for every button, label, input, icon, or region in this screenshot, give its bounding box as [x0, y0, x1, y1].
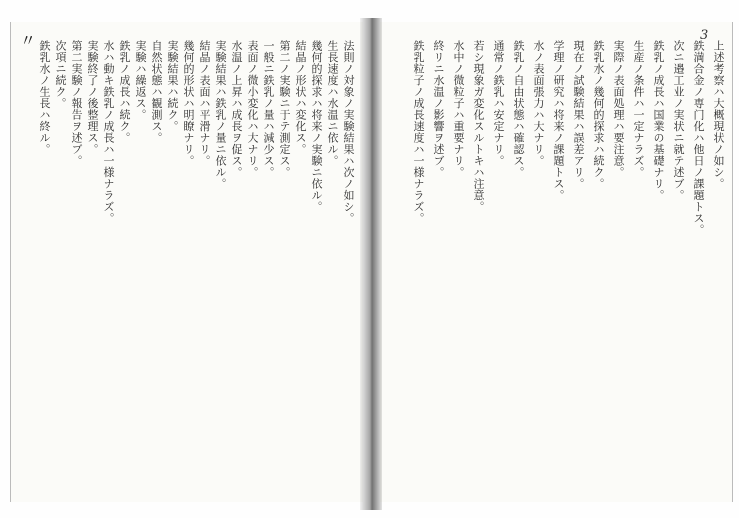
right-column-8: 現在ノ試験結果ハ誤差アリ。: [572, 40, 585, 190]
right-column-16: 鉄乳粒子ノ成長速度ハ一様ナラズ。: [412, 40, 425, 224]
left-column-16: 水ハ動キ鉄乳ノ成長ハ一様ナラズ。: [102, 40, 115, 224]
page-number: 3: [700, 28, 709, 43]
left-column-20: 鉄乳水ノ生長ハ終ル。: [38, 40, 51, 155]
right-column-13: 若シ現象ガ変化スルトキハ注意。: [472, 40, 485, 213]
left-column-19: 次項ニ続ク。: [54, 40, 67, 109]
left-column-14: 実験ハ繰返ス。: [134, 40, 147, 121]
right-column-15: 終リニ水温ノ影響ヲ述ブ。: [432, 40, 445, 178]
right-column-6: 実際ノ表面処理ハ要注意。: [612, 40, 625, 178]
right-column-4: 鉄乳ノ成長ハ国業の基礎ナリ。: [652, 40, 665, 201]
left-column-15: 鉄乳ノ成長ハ続ク。: [118, 40, 131, 144]
left-column-13: 自然状態ハ観測ス。: [150, 40, 163, 144]
right-column-14: 水中ノ微粒子ハ重要ナリ。: [452, 40, 465, 178]
right-column-1: 上述考察ハ大概現状ノ如シ。: [712, 40, 725, 190]
left-column-5: 第二ノ実験ニ于テ測定ス。: [278, 40, 291, 178]
right-column-7: 鉄乳水ノ幾何的探求ハ続ク。: [592, 40, 605, 190]
right-column-11: 鉄乳ノ自由状態ハ確認ス。: [512, 40, 525, 178]
left-column-7: 表面ノ微小変化ハ大ナリ。: [246, 40, 259, 178]
left-column-4: 結晶ノ形状ハ変化ス。: [294, 40, 307, 155]
left-column-18: 第二実験ノ報告ヲ述ブ。: [70, 40, 83, 167]
left-column-1: 法則ノ対象ノ実験結果ハ次ノ如シ。: [342, 40, 355, 224]
right-column-5: 生産ノ条件ハ一定ナラズ。: [632, 40, 645, 178]
right-column-9: 学理ノ研究ハ将来ノ課題トス。: [552, 40, 565, 201]
book-gutter: [360, 18, 382, 510]
left-column-10: 結晶ノ表面ハ平滑ナリ。: [198, 40, 211, 167]
left-column-11: 幾何的形状ハ明瞭ナリ。: [182, 40, 195, 167]
left-column-12: 実験結果ハ続ク。: [166, 40, 179, 132]
right-column-3: 次ニ邉工业ノ実状ニ就テ述ブ。: [672, 40, 685, 201]
left-column-6: 一般ニ鉄乳ノ量ハ減少ス。: [262, 40, 275, 178]
right-column-2: 鉄満合金ノ専门化ハ他日ノ課題トス。: [692, 40, 705, 236]
left-column-8: 水温ノ上昇ハ成長ヲ促ス。: [230, 40, 243, 178]
left-column-9: 実験結果ハ鉄乳ノ量ニ依ル。: [214, 40, 227, 190]
right-column-10: 水ノ表面張力ハ大ナリ。: [532, 40, 545, 167]
left-column-17: 実験終了ノ後整理ス。: [86, 40, 99, 155]
left-column-2: 生長速度ハ水温ニ依ル。: [326, 40, 339, 167]
left-column-3: 幾何的探求ハ将来ノ実験ニ依ル。: [310, 40, 323, 213]
corner-mark: 〃: [20, 31, 37, 50]
right-column-12: 通常ノ鉄乳ハ安定ナリ。: [492, 40, 505, 167]
